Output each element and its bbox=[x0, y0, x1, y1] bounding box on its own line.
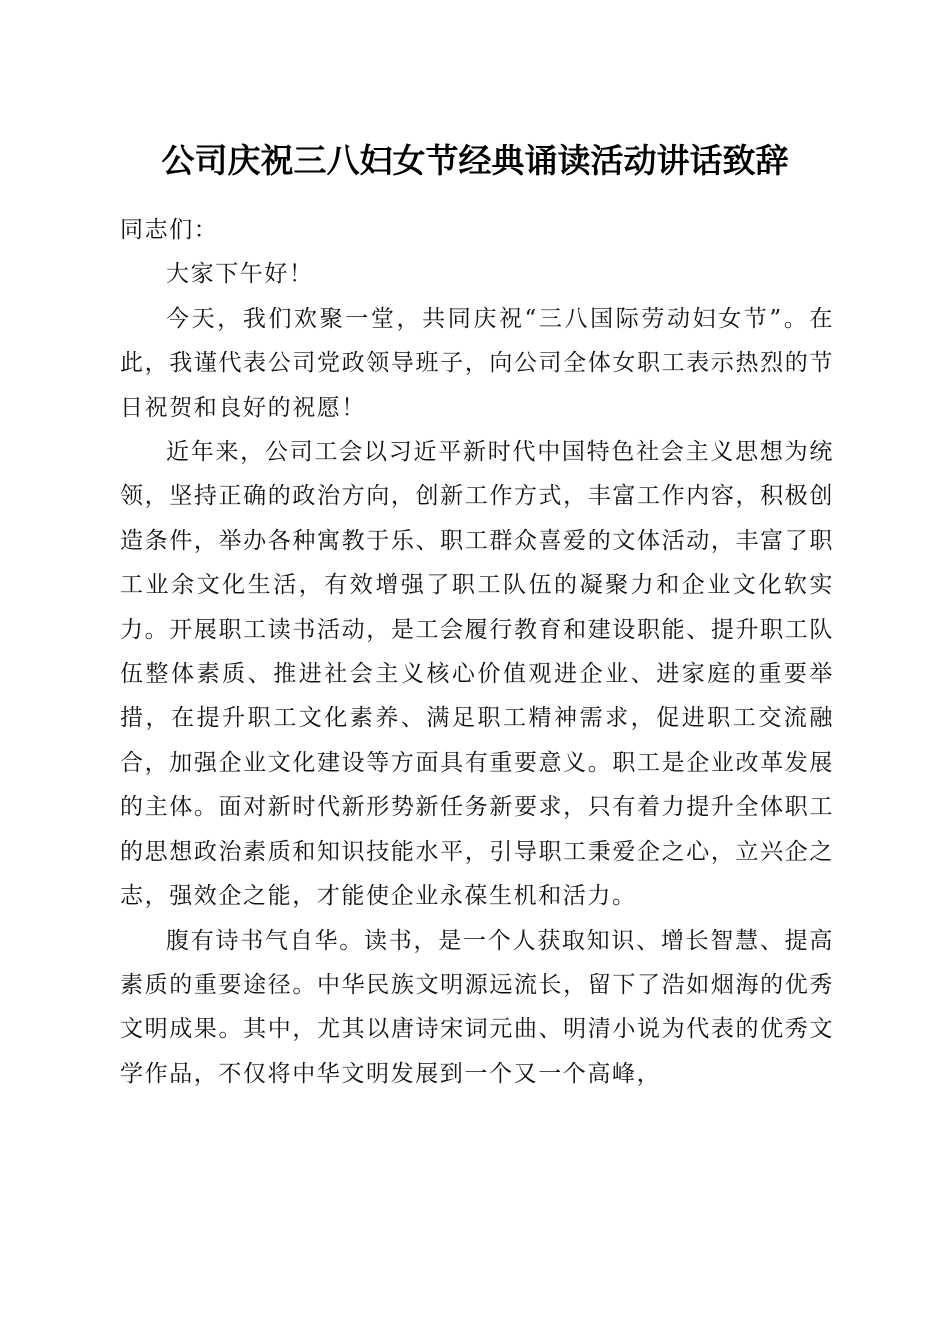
paragraph-reading: 腹有诗书气自华。读书，是一个人获取知识、增长智慧、提高素质的重要途径。中华民族文明源远流长，留下了浩如烟海的优秀文明成果。其中，尤其以唐诗宋词元曲、明清小说为代表的优秀文学作品，不仅将中华文明发展到一个又一个高峰， bbox=[120, 927, 834, 1087]
paragraph-union-work: 近年来，公司工会以习近平新时代中国特色社会主义思想为统领，坚持正确的政治方向，创新工作方式，丰富工作内容，积极创造条件，举办各种寓教于乐、职工群众喜爱的文体活动，丰富了职工业余文化生活，有效增强了职工队伍的凝聚力和企业文化软实力。开展职工读书活动，是工会履行教育和建设职能、提升职工队伍整体素质、推进社会主义核心价值观进企业、进家庭的重要举措，在提升职工文化素养、满足职工精神需求，促进职工交流融合，加强企业文化建设等方面具有重要意义。职工是企业改革发展的主体。面对新时代新形势新任务新要求，只有着力提升全体职工的思想政治素质和知识技能水平，引导职工秉爱企之心，立兴企之志，强效企之能，才能使企业永葆生机和活力。 bbox=[120, 439, 834, 910]
document-body bbox=[120, 208, 834, 1096]
salutation: 同志们： bbox=[120, 217, 219, 243]
paragraph-celebration: 今天，我们欢聚一堂，共同庆祝“三八国际劳动妇女节”。在此，我谨代表公司党政领导班子，向公司全体女职工表示热烈的节日祝贺和良好的祝愿！ bbox=[120, 305, 834, 421]
document-title: 公司庆祝三八妇女节经典诵读活动讲话致辞 bbox=[161, 141, 789, 180]
paragraph-greeting: 大家下午好！ bbox=[166, 261, 314, 288]
